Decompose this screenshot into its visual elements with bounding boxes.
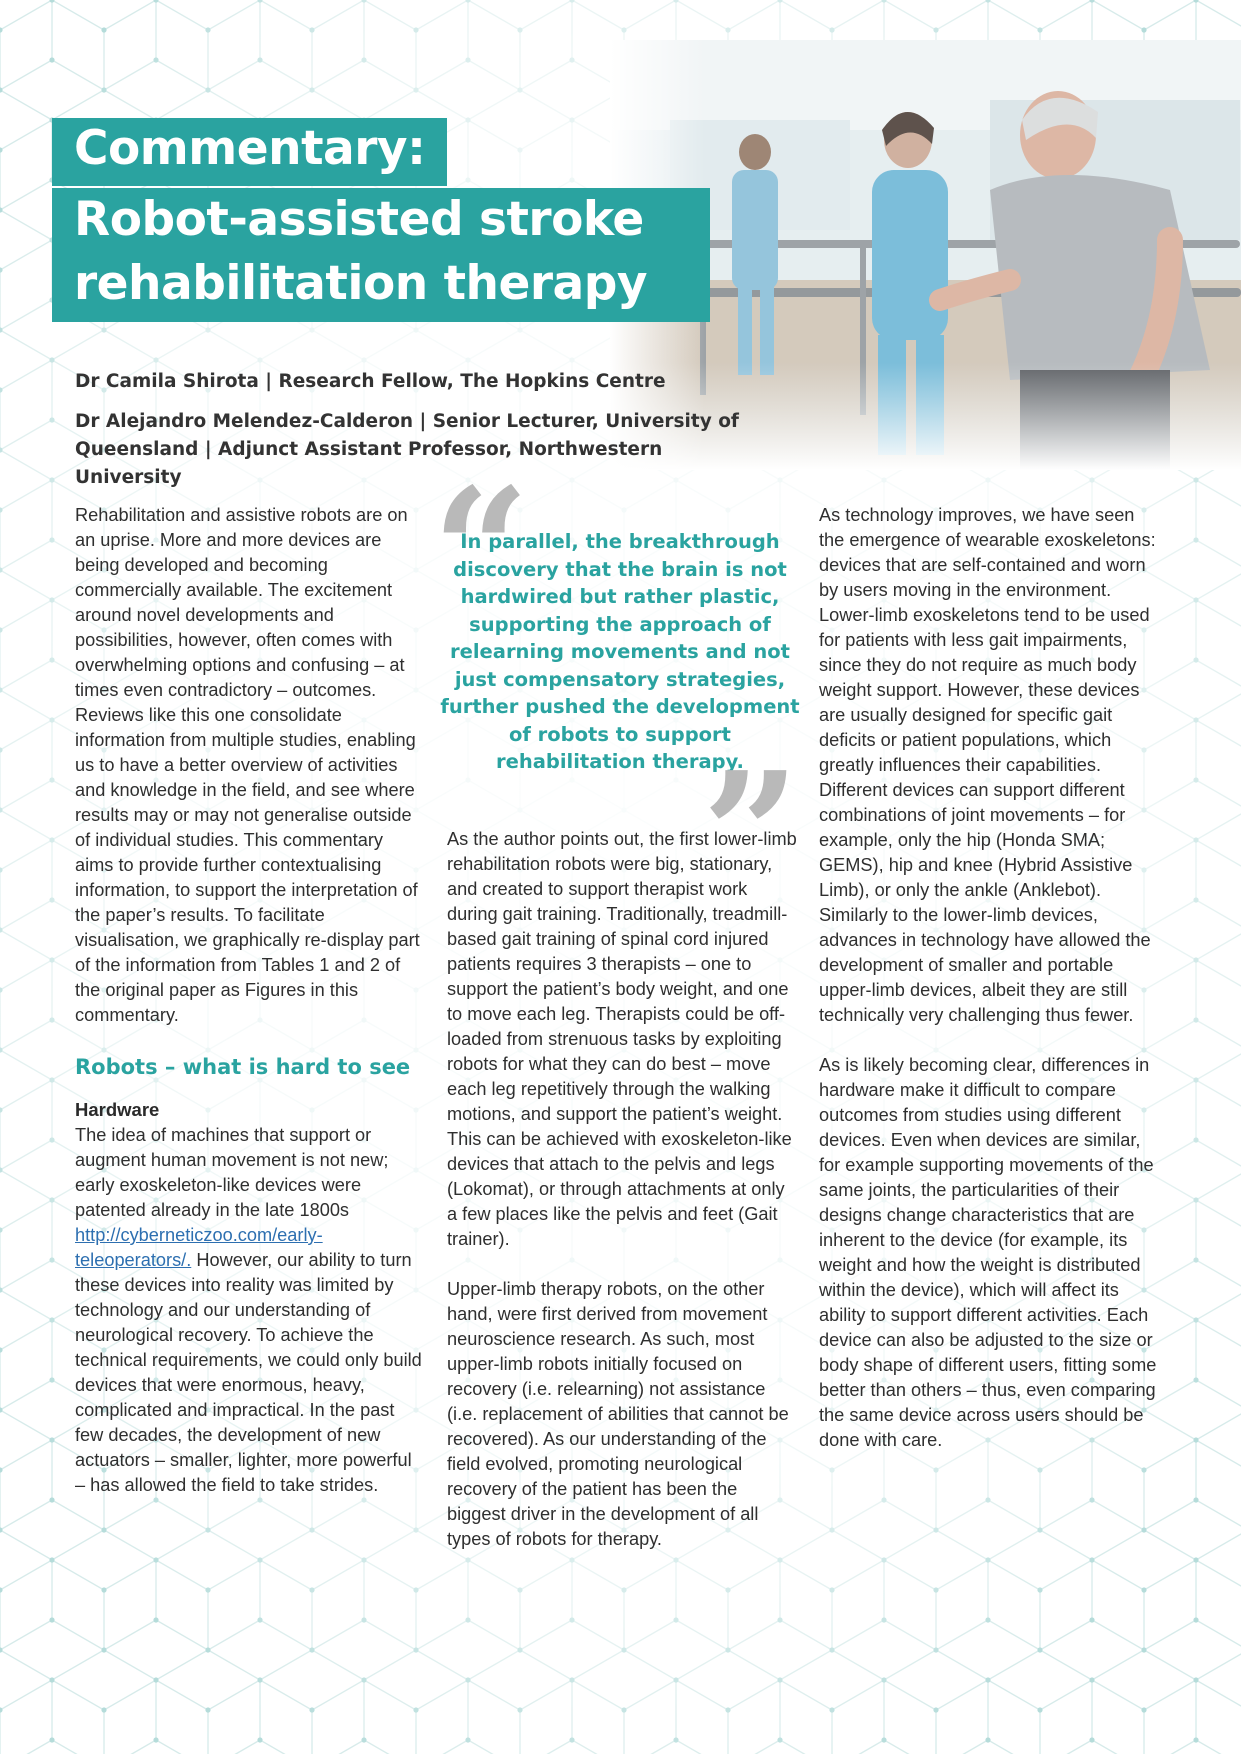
pull-quote-text: In parallel, the breakthrough discovery that the brain is not hardwired but rather plastic, supporting the approach of relearning movements and not just compensatory strategies, further pushed the development of robots to support rehabilitation therapy. xyxy=(440,530,800,773)
column-2-paragraph-1: As the author points out, the first lower-limb rehabilitation robots were big, stationary, and created to support therapist work during gait training. Traditionally, treadmill-based gait training of spinal cord injured patients requires 3 therapists – one to support the patient’s body weight, and one to move each leg. Therapists could be off-loaded from strenuous tasks by exploiting robots for what they can do best – move each leg repetitively through the walking motions, and support the patient’s weight. This can be achieved with exoskeleton-like devices that attach to the pelvis and legs (Lokomat), or through attachments at only a few places like the pelvis and feet (Gait trainer). xyxy=(447,829,797,1249)
author-2-line-2: Queensland | Adjunct Assistant Professor, Northwestern University xyxy=(75,439,663,488)
column-3-paragraph-2: As is likely becoming clear, differences in hardware make it difficult to compare outcomes from studies using different devices. Even when devices are similar, for example supporting movements of the same joints, the particularities of their designs change characteristics that are inherent to the device (for example, its weight and how the weight is distributed within the device), which will affect its ability to support different activities. Each device can also be adjusted to the size or body shape of different users, fitting some better than others – thus, even comparing the same device across users should be done with care. xyxy=(819,1055,1157,1450)
author-2-line-1: Dr Alejandro Melendez-Calderon | Senior Lecturer, University of xyxy=(75,411,739,432)
title-lines-2-3 xyxy=(52,188,710,322)
column-1 xyxy=(75,503,425,1523)
cyberneticzoo-link[interactable]: http://cyberneticzoo.com/early-teleoperators/. xyxy=(75,1225,323,1270)
hardware-text-1: The idea of machines that support or augment human movement is not new; early exoskeleton-like devices were patented already in the late 1800s xyxy=(75,1125,389,1220)
column-2 xyxy=(447,827,797,1577)
hardware-paragraph xyxy=(75,1123,425,1498)
column-3-paragraph-1: As technology improves, we have seen the emergence of wearable exoskeletons: devices that are self-contained and worn by users moving in the environment. Lower-limb exoskeletons tend to be used for patients with less gait impairments, since they do not require as much body weight support. However, these devices are usually designed for specific gait deficits or patient populations, which greatly influences their capabilities. Different devices can support different combinations of joint movements – for example, only the hip (Honda SMA; GEMS), hip and knee (Hybrid Assistive Limb), or only the ankle (Anklebot). Similarly to the lower-limb devices, advances in technology have allowed the development of smaller and portable upper-limb devices, albeit they are still technically very challenging thus fewer. xyxy=(819,505,1156,1025)
author-1: Dr Camila Shirota | Research Fellow, The Hopkins Centre xyxy=(75,371,666,392)
column-3 xyxy=(819,503,1164,1478)
pull-quote xyxy=(432,451,800,935)
title-line-2: Robot-assisted stroke xyxy=(74,192,644,247)
pull-quote-body xyxy=(432,451,800,935)
hardware-text-2: However, our ability to turn these devices into reality was limited by technology and our understanding of neurological recovery. To achieve the technical requirements, we could only build devices that were enormous, heavy, complicated and impractical. In the past few decades, the development of new actuators – smaller, lighter, more powerful – has allowed the field to take strides. xyxy=(75,1250,422,1495)
section-heading: Robots – what is hard to see xyxy=(75,1055,411,1079)
open-quote-icon: “ xyxy=(432,451,530,651)
title-line-1: Commentary: xyxy=(52,118,447,186)
title-line-3: rehabilitation therapy xyxy=(74,256,648,311)
intro-paragraph: Rehabilitation and assistive robots are on an uprise. More and more devices are being developed and becoming commercially available. The excitement around novel developments and possibilities, however, often comes with overwhelming options and confusing – at times even contradictory – outcomes. Reviews like this one consolidate information from multiple studies, enabling us to have a better overview of activities and knowledge in the field, and see where results may or may not generalise outside of individual studies. This commentary aims to provide further contextualising information, to support the interpretation of the paper’s results. To facilitate visualisation, we graphically re-display part of the information from Tables 1 and 2 of the original paper as Figures in this commentary. xyxy=(75,505,420,1025)
sub-heading-hardware: Hardware xyxy=(75,1099,160,1120)
close-quote-icon: ” xyxy=(702,735,800,935)
column-2-paragraph-2: Upper-limb therapy robots, on the other hand, were first derived from movement neuroscience research. As such, most upper-limb robots initially focused on recovery (i.e. relearning) not assistance (i.e. replacement of abilities that cannot be recovered). As our understanding of the field evolved, promoting neurological recovery of the patient has been the biggest driver in the development of all types of robots for therapy. xyxy=(447,1279,789,1549)
